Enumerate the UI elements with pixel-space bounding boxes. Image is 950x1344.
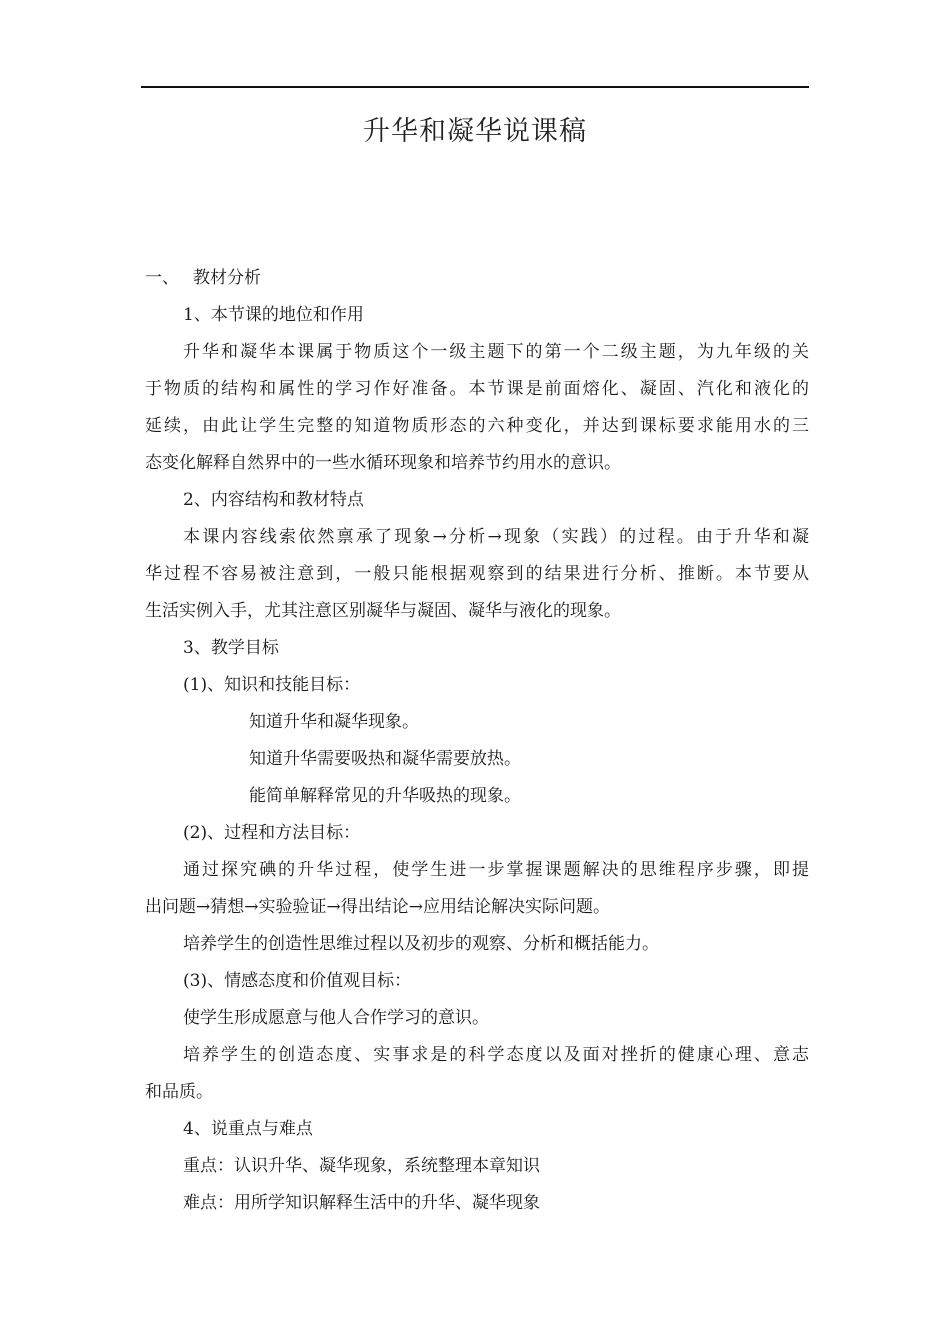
paragraph-line: 延续，由此让学生完整的知道物质形态的六种变化，并达到课标要求能用水的三 bbox=[145, 416, 809, 436]
paragraph-line: 出问题→猜想→实验验证→得出结论→应用结论解决实际问题。 bbox=[145, 897, 610, 917]
paragraph-line: 和品质。 bbox=[145, 1082, 213, 1102]
paragraph-line: 通过探究碘的升华过程，使学生进一步掌握课题解决的思维程序步骤，即提 bbox=[183, 860, 809, 880]
section-title: 教材分析 bbox=[193, 268, 261, 288]
objective-heading-3: (3)、情感态度和价值观目标： bbox=[183, 971, 412, 991]
objective-item: 能简单解释常见的升华吸热的现象。 bbox=[249, 786, 521, 806]
subheading-4: 4、说重点与难点 bbox=[183, 1119, 313, 1139]
difficulty-line: 难点：用所学知识解释生活中的升华、凝华现象 bbox=[183, 1193, 540, 1213]
objective-heading-1: (1)、知识和技能目标： bbox=[183, 675, 361, 695]
paragraph-line: 华过程不容易被注意到，一般只能根据观察到的结果进行分析、推断。本节要从 bbox=[145, 564, 809, 584]
document-title: 升华和凝华说课稿 bbox=[363, 116, 587, 147]
subheading-1: 1、本节课的地位和作用 bbox=[183, 305, 364, 325]
paragraph-line: 培养学生的创造态度、实事求是的科学态度以及面对挫折的健康心理、意志 bbox=[183, 1045, 809, 1065]
paragraph-line: 态变化解释自然界中的一些水循环现象和培养节约用水的意识。 bbox=[145, 453, 621, 473]
header-rule bbox=[141, 86, 809, 88]
objective-item: 知道升华和凝华现象。 bbox=[249, 712, 419, 732]
objective-item: 知道升华需要吸热和凝华需要放热。 bbox=[249, 749, 521, 769]
subheading-2: 2、内容结构和教材特点 bbox=[183, 490, 364, 510]
key-point-line: 重点：认识升华、凝华现象，系统整理本章知识 bbox=[183, 1156, 540, 1176]
document-body bbox=[145, 260, 809, 1222]
section-number: 一、 bbox=[145, 268, 179, 288]
paragraph-line: 生活实例入手，尤其注意区别凝华与凝固、凝华与液化的现象。 bbox=[145, 601, 621, 621]
paragraph-line: 使学生形成愿意与他人合作学习的意识。 bbox=[183, 1008, 489, 1028]
subheading-3: 3、教学目标 bbox=[183, 638, 279, 658]
paragraph-line: 升华和凝华本课属于物质这个一级主题下的第一个二级主题，为九年级的关 bbox=[183, 342, 809, 362]
paragraph-line: 本课内容线索依然禀承了现象→分析→现象（实践）的过程。由于升华和凝 bbox=[183, 527, 809, 547]
paragraph-line: 于物质的结构和属性的学习作好准备。本节课是前面熔化、凝固、汽化和液化的 bbox=[145, 379, 809, 399]
section-heading-1 bbox=[145, 260, 809, 297]
paragraph-line: 培养学生的创造性思维过程以及初步的观察、分析和概括能力。 bbox=[183, 934, 659, 954]
objective-heading-2: (2)、过程和方法目标： bbox=[183, 823, 361, 843]
